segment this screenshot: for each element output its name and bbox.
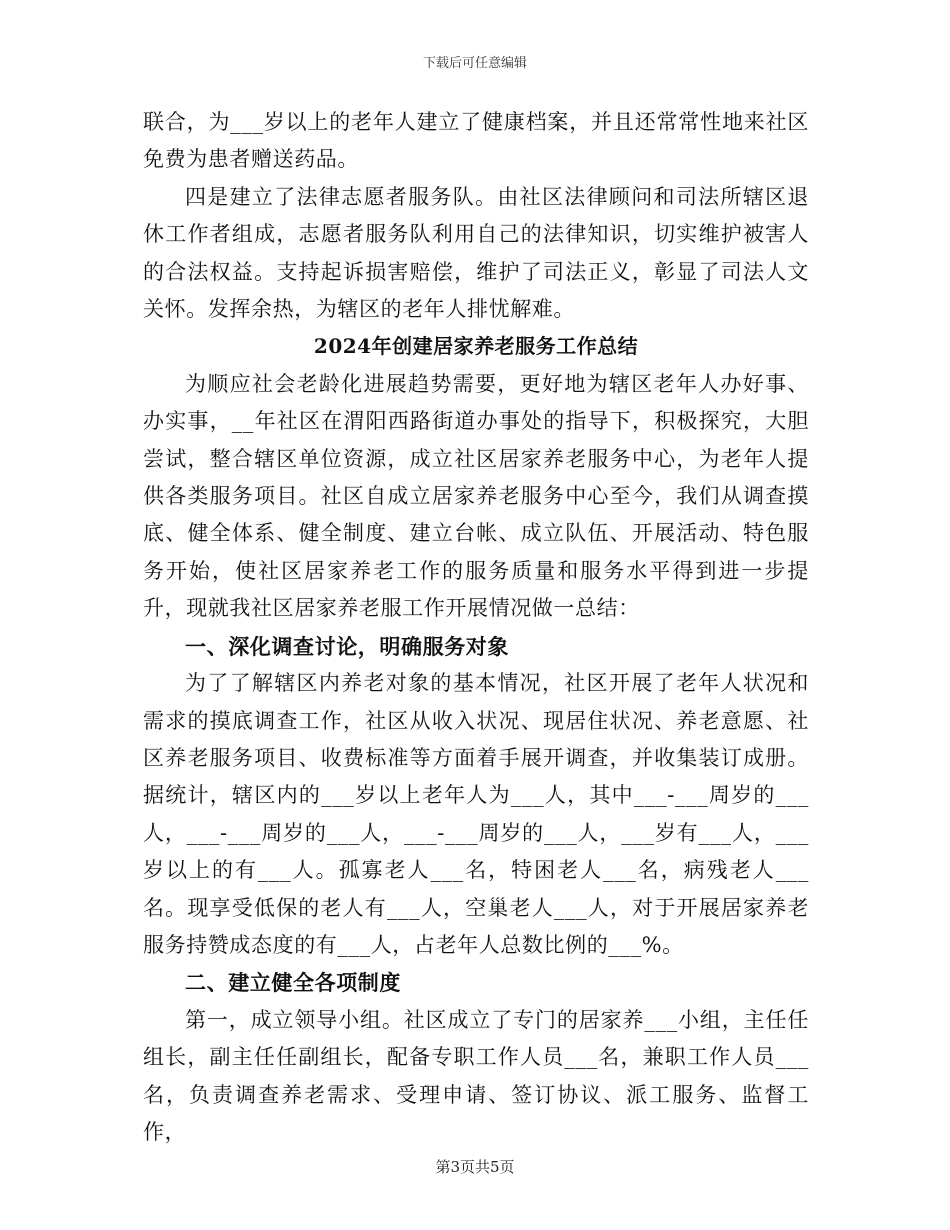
section-title: 2024年创建居家养老服务工作总结 [313,334,639,359]
heading-investigation: 一、深化调查讨论，明确服务对象 [185,633,509,659]
page-header-note: 下载后可任意编辑 [422,56,527,71]
paragraph-introduction: 为顺应社会老龄化进展趋势需要，更好地为辖区老年人办好事、办实事，__年社区在渭阳西路街道办事处的指导下，积极探究，大胆尝试，整合辖区单位资源，成立社区居家养老服务中心，为老年人提供各类服务项目。社区自成立居家养老服务中心至今，我们从调查摸底、健全体系、健全制度、建立台帐、成立队伍、开展活动、特色服务开始，使社区居家养老工作的服务质量和服务水平得到进一步提升，现就我社区居家养老服工作开展情况做一总结： [143,371,809,621]
document-body [143,104,809,1151]
paragraph-continued: 联合，为___岁以上的老年人建立了健康档案，并且还常常性地来社区免费为患者赠送药品。 [143,110,809,172]
paragraph-legal-volunteers: 四是建立了法律志愿者服务队。由社区法律顾问和司法所辖区退休工作者组成，志愿者服务队利用自己的法律知识，切实维护被害人的合法权益。支持起诉损害赔偿，维护了司法正义，彰显了司法人文关怀。发挥余热，为辖区的老年人排忧解难。 [143,184,809,322]
paragraph-leadership-group: 第一，成立领导小组。社区成立了专门的居家养___小组，主任任组长，副主任任副组长，配备专职工作人员___名，兼职工作人员___名，负责调查养老需求、受理申请、签订协议、派工服务、监督工作， [143,1007,809,1144]
paragraph-investigation: 为了了解辖区内养老对象的基本情况，社区开展了老年人状况和需求的摸底调查工作，社区从收入状况、现居住状况、养老意愿、社区养老服务项目、收费标准等方面着手展开调查，并收集装订成册。据统计，辖区内的___岁以上老年人为___人，其中___-___周岁的___人，___-___周岁的___人，___-___周岁的___人，___岁有___人，___岁以上的有___人。孤寡老人___名，特困老人___名，病残老人___名。现享受低保的老人有___人，空巢老人___人，对于开展居家养老服务持赞成态度的有___人，占老年人总数比例的___%。 [143,671,809,957]
page-number: 第3页共5页 [435,1158,515,1176]
heading-systems: 二、建立健全各项制度 [185,970,401,996]
